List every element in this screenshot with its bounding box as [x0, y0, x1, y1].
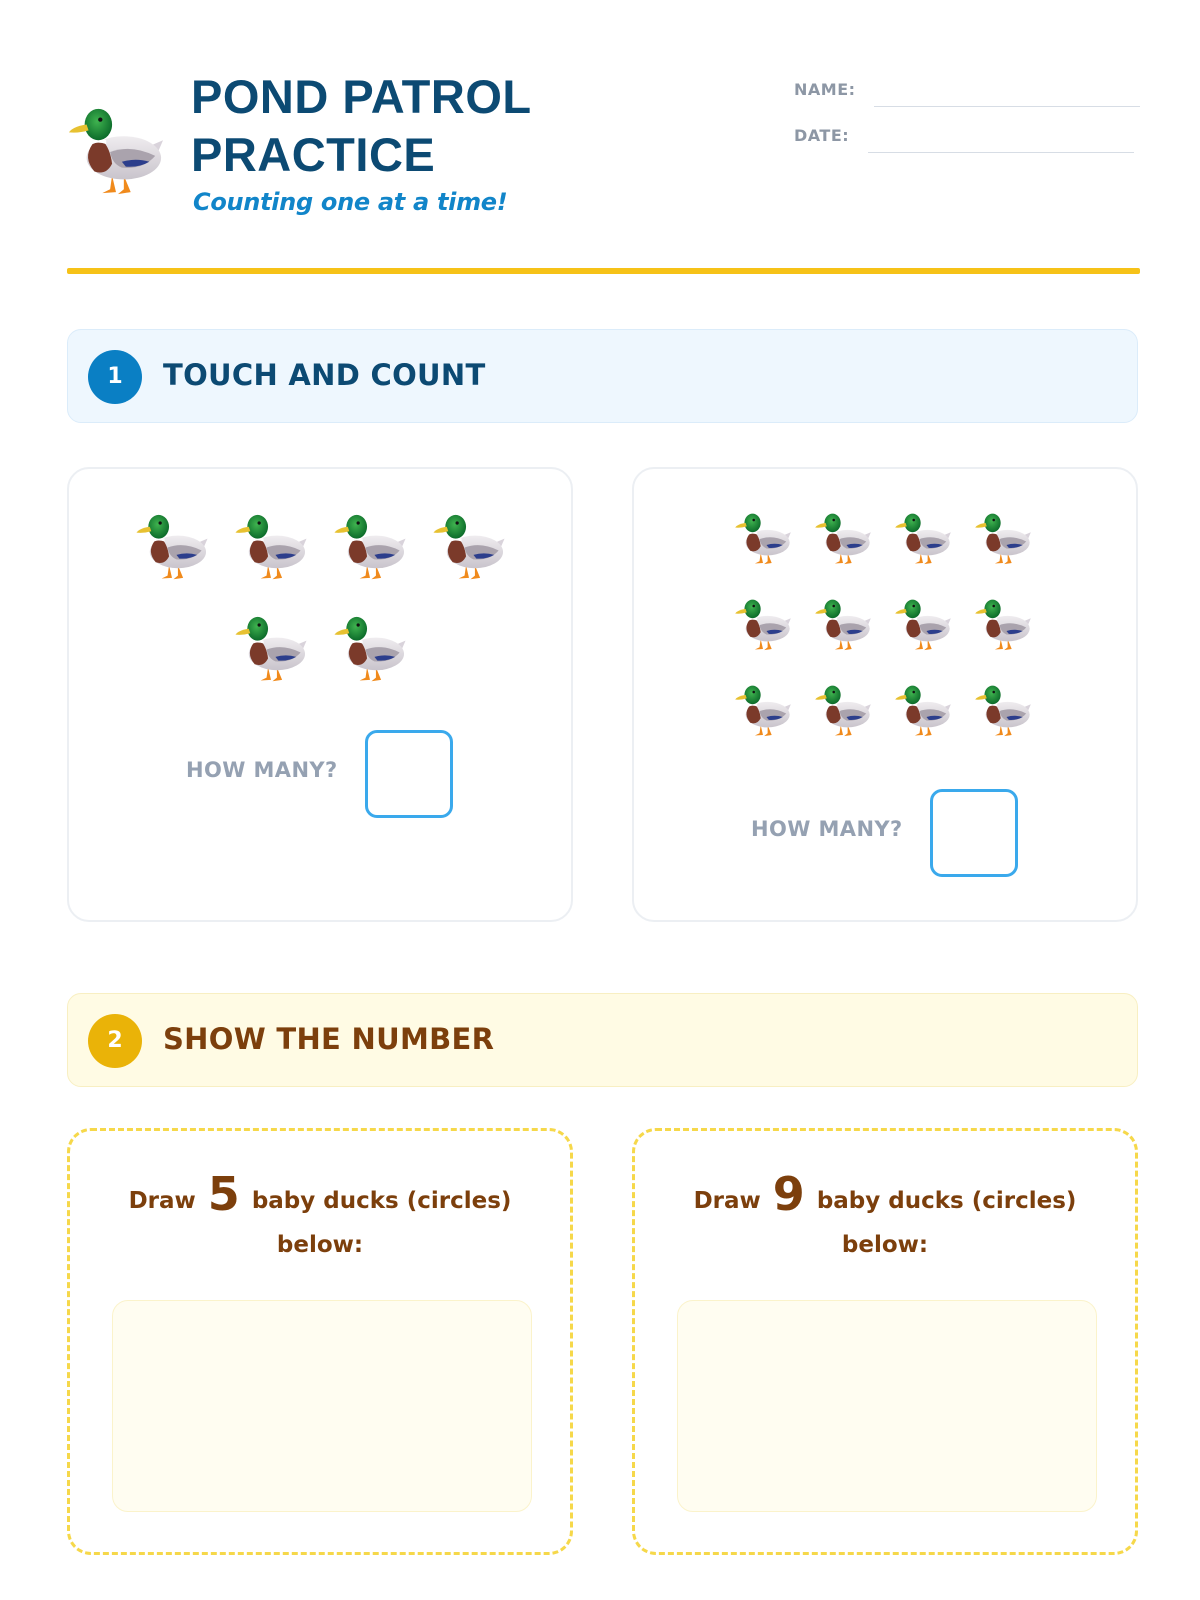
name-field[interactable]	[874, 106, 1140, 107]
duck-icon	[67, 100, 165, 200]
drawing-area[interactable]	[677, 1300, 1097, 1512]
draw-number: 5	[207, 1167, 240, 1221]
date-label: DATE:	[794, 126, 850, 145]
section-1-banner	[67, 329, 1138, 423]
draw-prefix: Draw	[693, 1188, 761, 1214]
section-2-title: SHOW THE NUMBER	[163, 1022, 495, 1056]
draw-number: 9	[772, 1167, 805, 1221]
name-label: NAME:	[794, 80, 856, 99]
how-many-label: HOW MANY?	[186, 758, 338, 782]
duck-icon	[974, 595, 1032, 653]
duck-icon	[974, 509, 1032, 567]
title-line-2: PRACTICE	[191, 128, 436, 181]
duck-icon	[333, 611, 407, 685]
date-field[interactable]	[868, 152, 1134, 153]
duck-icon	[894, 595, 952, 653]
section-2-banner	[67, 993, 1138, 1087]
duck-icon	[234, 509, 308, 583]
duck-icon	[734, 681, 792, 739]
date-row	[794, 116, 1140, 152]
duck-icon	[814, 595, 872, 653]
draw-suffix: baby ducks (circles)	[251, 1188, 512, 1214]
duck-icon	[814, 681, 872, 739]
duck-icon	[333, 509, 407, 583]
draw-line-2: below:	[276, 1232, 364, 1258]
draw-instruction	[70, 1167, 570, 1267]
draw-suffix: baby ducks (circles)	[816, 1188, 1077, 1214]
header-divider	[67, 268, 1140, 274]
draw-instruction	[635, 1167, 1135, 1267]
duck-icon	[135, 509, 209, 583]
worksheet-header	[67, 60, 1140, 270]
how-many-label: HOW MANY?	[751, 817, 903, 841]
draw-card-1	[67, 1128, 573, 1555]
section-1-number: 1	[88, 350, 142, 404]
draw-card-2	[632, 1128, 1138, 1555]
section-1-title: TOUCH AND COUNT	[163, 358, 486, 392]
page-title	[191, 68, 532, 184]
answer-box[interactable]	[365, 730, 453, 818]
page-subtitle: Counting one at a time!	[193, 188, 508, 216]
answer-box[interactable]	[930, 789, 1018, 877]
duck-icon	[814, 509, 872, 567]
duck-icon	[894, 509, 952, 567]
duck-icon	[734, 509, 792, 567]
drawing-area[interactable]	[112, 1300, 532, 1512]
duck-icon	[234, 611, 308, 685]
count-card-1	[67, 467, 573, 922]
duck-icon	[432, 509, 506, 583]
duck-icon	[974, 681, 1032, 739]
title-line-1: POND PATROL	[191, 70, 532, 123]
name-row	[794, 70, 1140, 106]
draw-line-2: below:	[841, 1232, 929, 1258]
duck-icon	[734, 595, 792, 653]
section-2-number: 2	[88, 1014, 142, 1068]
count-card-2	[632, 467, 1138, 922]
draw-prefix: Draw	[128, 1188, 196, 1214]
duck-icon	[894, 681, 952, 739]
